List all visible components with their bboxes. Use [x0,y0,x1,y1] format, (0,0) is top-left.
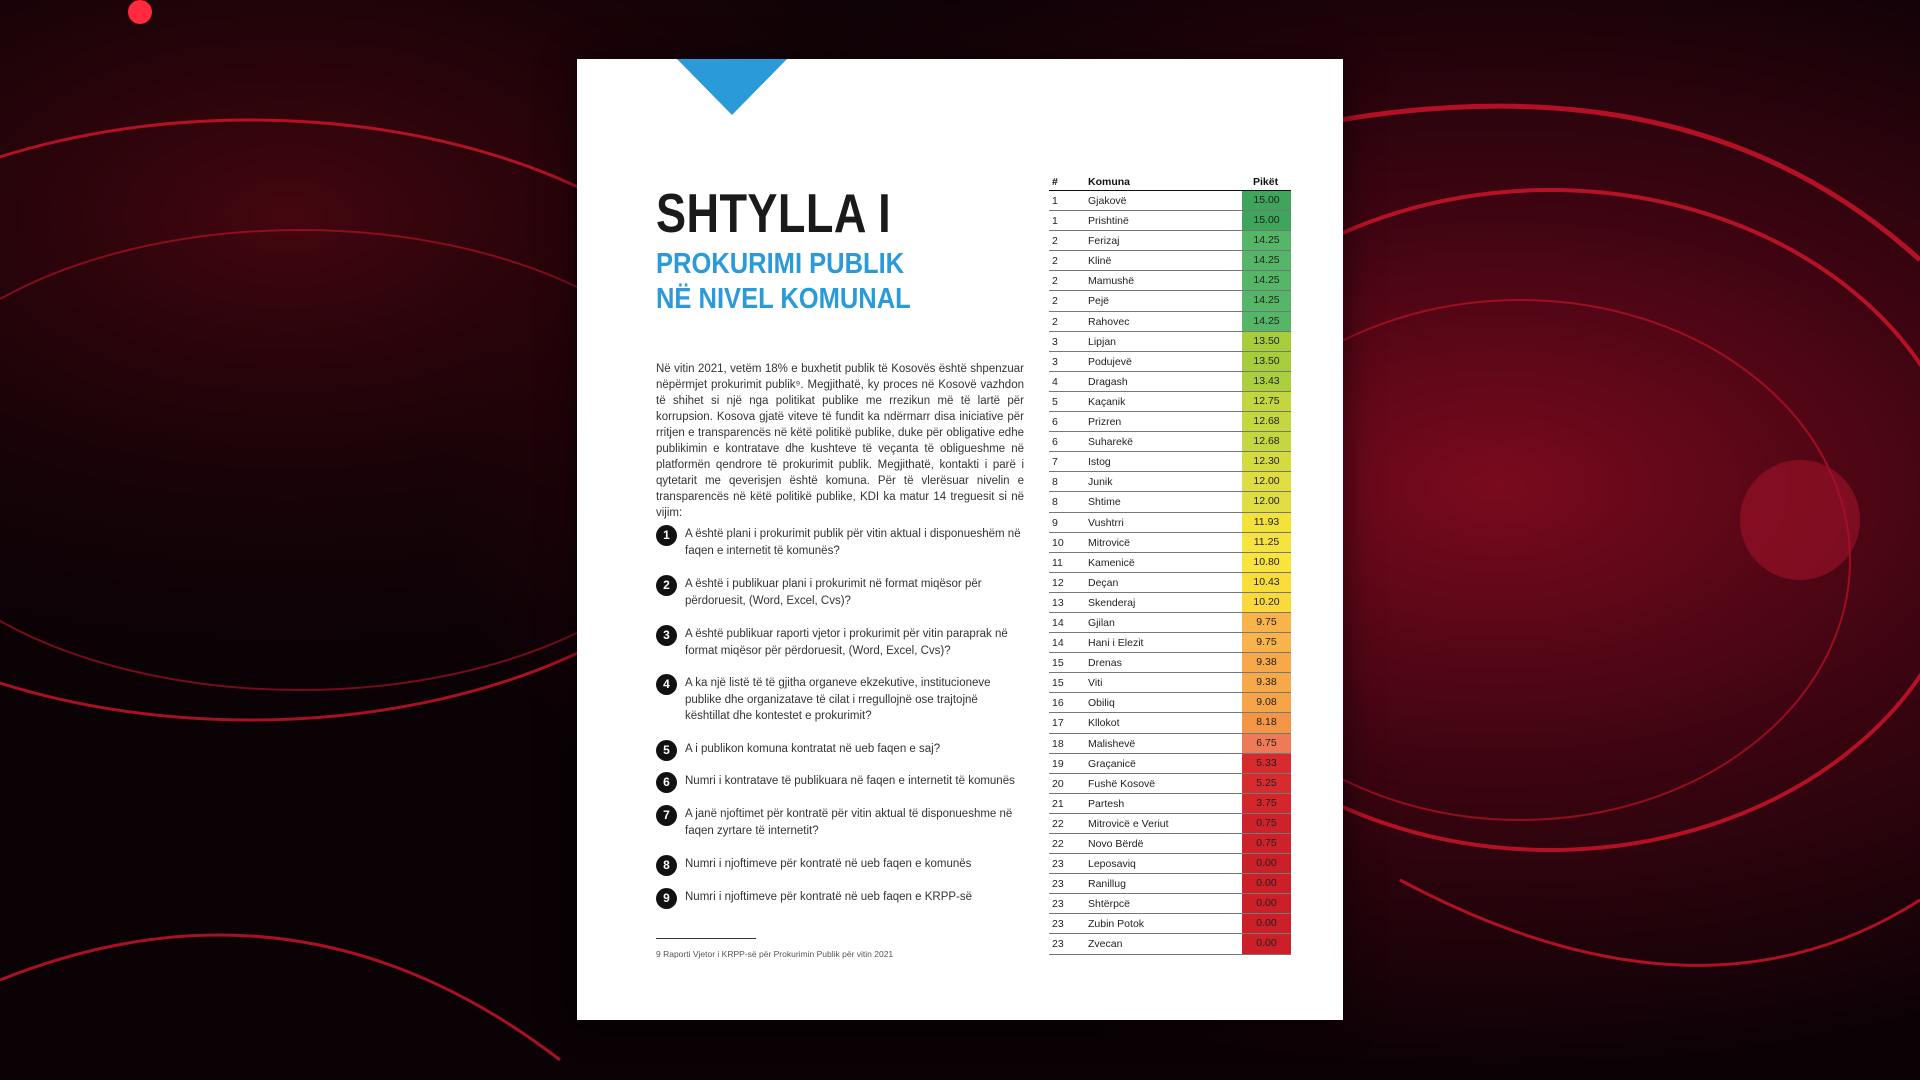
question-item [656,740,1024,758]
table-row [1049,693,1291,713]
row-municipality: Suharekë [1088,436,1133,449]
row-rank: 4 [1052,375,1058,388]
table-row [1049,814,1291,834]
row-score: 10.20 [1242,593,1291,612]
row-rank: 23 [1052,898,1064,911]
row-score: 10.80 [1242,553,1291,572]
subtitle-line-1: PROKURIMI PUBLIK [656,248,905,280]
row-municipality: Shtime [1088,496,1121,509]
row-score: 12.68 [1242,432,1291,451]
row-score: 11.93 [1242,513,1291,532]
row-municipality: Fushë Kosovë [1088,777,1156,790]
question-number-badge: 9 [656,888,677,909]
row-municipality: Klinë [1088,255,1112,268]
row-score: 9.08 [1242,693,1291,712]
row-municipality: Obiliq [1088,697,1115,710]
table-row [1049,533,1291,553]
row-rank: 6 [1052,416,1058,429]
table-row [1049,412,1291,432]
row-municipality: Lipjan [1088,335,1117,348]
row-score: 0.75 [1242,814,1291,833]
row-score: 0.00 [1242,894,1291,913]
question-number-badge: 8 [656,855,677,876]
table-row [1049,332,1291,352]
table-row [1049,874,1291,894]
row-municipality: Hani i Elezit [1088,637,1144,650]
row-rank: 8 [1052,496,1058,509]
question-text: Numri i njoftimeve për kontratë në ueb faqen e komunës [685,858,972,870]
table-row [1049,934,1291,954]
row-rank: 12 [1052,576,1064,589]
question-number-badge: 5 [656,740,677,761]
row-rank: 23 [1052,858,1064,871]
row-score: 12.30 [1242,452,1291,471]
footnote-divider [656,938,756,939]
row-score: 12.00 [1242,472,1291,491]
row-score: 0.00 [1242,934,1291,953]
table-row [1049,774,1291,794]
row-municipality: Gjilan [1088,616,1115,629]
row-rank: 17 [1052,717,1064,730]
row-score: 10.43 [1242,573,1291,592]
row-municipality: Drenas [1088,657,1122,670]
row-municipality: Kamenicë [1088,556,1135,569]
question-number-badge: 1 [656,525,677,546]
row-score: 9.38 [1242,653,1291,672]
row-rank: 14 [1052,637,1064,650]
table-row [1049,472,1291,492]
row-score: 13.50 [1242,352,1291,371]
table-row [1049,593,1291,613]
row-rank: 23 [1052,918,1064,931]
header-municipality: Komuna [1088,176,1130,188]
row-municipality: Novo Bërdë [1088,838,1144,850]
row-municipality: Shtërpcë [1088,898,1131,911]
row-municipality: Skenderaj [1088,596,1136,609]
table-row [1049,191,1291,211]
row-rank: 23 [1052,938,1064,951]
row-rank: 1 [1052,195,1058,207]
table-row [1049,573,1291,593]
question-item [656,674,1024,725]
row-municipality: Junik [1088,476,1113,489]
row-score: 9.75 [1242,613,1291,632]
row-rank: 2 [1052,295,1058,308]
question-item [656,575,1024,609]
table-row [1049,673,1291,693]
table-row [1049,352,1291,372]
row-municipality: Gjakovë [1088,195,1127,207]
table-row [1049,633,1291,653]
row-rank: 23 [1052,878,1064,891]
table-header [1049,173,1291,191]
question-item [656,525,1024,559]
row-score: 0.00 [1242,874,1291,893]
row-rank: 22 [1052,817,1064,830]
table-row [1049,211,1291,231]
row-rank: 15 [1052,677,1064,690]
row-score: 9.38 [1242,673,1291,692]
row-score: 14.25 [1242,271,1291,290]
row-municipality: Malishevë [1088,737,1136,750]
row-rank: 2 [1052,255,1058,268]
table-row [1049,914,1291,934]
table-row [1049,734,1291,754]
table-row [1049,392,1291,412]
row-municipality: Vushtrri [1088,516,1124,529]
header-rank: # [1052,176,1058,188]
row-municipality: Pejë [1088,295,1110,308]
row-municipality: Deçan [1088,576,1119,589]
question-item [656,772,1024,790]
table-row [1049,372,1291,392]
row-score: 13.50 [1242,332,1291,351]
row-rank: 2 [1052,235,1058,248]
row-municipality: Kllokot [1088,717,1120,730]
row-rank: 3 [1052,355,1058,368]
row-municipality: Prishtinë [1088,215,1129,228]
row-municipality: Rahovec [1088,315,1130,328]
row-rank: 11 [1052,556,1063,569]
header-score: Pikët [1253,176,1279,188]
row-score: 14.25 [1242,291,1291,310]
row-score: 8.18 [1242,713,1291,732]
question-text: A është plani i prokurimit publik për vitin aktual i disponueshëm në faqen e internetit të komunës? [685,528,1021,557]
row-municipality: Zubin Potok [1088,918,1145,931]
row-score: 6.75 [1242,734,1291,753]
row-municipality: Dragash [1088,375,1128,388]
row-municipality: Ranillug [1088,878,1126,891]
question-text: Numri i njoftimeve për kontratë në ueb faqen e KRPP-së [685,891,973,903]
row-rank: 16 [1052,697,1064,710]
table-row [1049,553,1291,573]
table-row [1049,854,1291,874]
question-number-badge: 6 [656,772,677,793]
row-score: 0.00 [1242,914,1291,933]
row-municipality: Ferizaj [1088,235,1120,248]
row-score: 14.25 [1242,231,1291,250]
table-row [1049,894,1291,914]
section-subtitle [656,247,911,317]
row-municipality: Zvecan [1088,938,1123,951]
question-item [656,805,1024,839]
question-number-badge: 3 [656,625,677,646]
row-rank: 18 [1052,737,1064,750]
footnote: 9 Raporti Vjetor i KRPP-së për Prokurimin Publik për vitin 2021 [656,949,894,959]
table-row [1049,713,1291,733]
table-row [1049,794,1291,814]
row-rank: 5 [1052,395,1058,408]
row-rank: 9 [1052,516,1058,529]
question-item [656,625,1024,659]
row-score: 14.25 [1242,312,1291,331]
row-municipality: Mitrovicë [1088,536,1131,549]
row-rank: 10 [1052,536,1064,549]
row-municipality: Viti [1088,677,1103,690]
row-municipality: Mitrovicë e Veriut [1088,817,1169,830]
row-score: 11.25 [1242,533,1291,552]
row-score: 14.25 [1242,251,1291,270]
row-rank: 14 [1052,616,1064,629]
row-rank: 1 [1052,215,1058,228]
row-municipality: Podujevë [1088,355,1132,368]
row-rank: 2 [1052,275,1058,288]
table-row [1049,613,1291,633]
table-row [1049,312,1291,332]
question-text: A i publikon komuna kontratat në ueb faqen e saj? [685,743,941,755]
row-municipality: Prizren [1088,416,1122,429]
row-rank: 19 [1052,757,1064,770]
row-score: 9.75 [1242,633,1291,652]
table-row [1049,513,1291,533]
page-title: SHTYLLA I [656,182,892,244]
question-number-badge: 2 [656,575,677,596]
subtitle-line-2: NË NIVEL KOMUNAL [656,283,911,315]
row-municipality: Mamushë [1088,275,1135,288]
question-text: A është i publikuar plani i prokurimit në format miqësor për përdoruesit, (Word, Excel, Cvs)? [685,578,982,607]
table-row [1049,231,1291,251]
row-municipality: Kaçanik [1088,395,1126,408]
question-text: A është publikuar raporti vjetor i prokurimit për vitin paraprak në format miqësor për përdoruesit, (Word, Excel, Cvs)? [685,628,1008,657]
document-page [577,59,1343,1020]
row-score: 0.00 [1242,854,1291,873]
table-row [1049,271,1291,291]
row-municipality: Graçanicë [1088,757,1136,770]
table-row [1049,834,1291,854]
table-row [1049,492,1291,512]
row-rank: 21 [1052,797,1064,810]
row-rank: 20 [1052,777,1064,790]
row-score: 5.25 [1242,774,1291,793]
row-score: 15.00 [1242,211,1291,230]
row-rank: 8 [1052,476,1058,489]
row-municipality: Istog [1088,456,1111,469]
row-score: 13.43 [1242,372,1291,391]
row-score: 5.33 [1242,754,1291,773]
row-rank: 22 [1052,838,1064,850]
table-row [1049,452,1291,472]
question-number-badge: 7 [656,805,677,826]
row-rank: 2 [1052,315,1058,328]
row-rank: 7 [1052,456,1058,469]
row-score: 12.68 [1242,412,1291,431]
question-text: A ka një listë të të gjitha organeve ekzekutive, institucioneve publike dhe organizatave të cilat i rregullojnë ose trajtojnë kështillat dhe kontestet e prokurimit? [685,677,991,722]
row-rank: 15 [1052,657,1064,670]
question-number-badge: 4 [656,674,677,695]
row-score: 15.00 [1242,191,1291,210]
row-municipality: Leposaviq [1088,858,1136,871]
table-body [1049,191,1291,955]
row-rank: 13 [1052,596,1064,609]
question-item [656,855,1024,873]
row-rank: 6 [1052,436,1058,449]
row-score: 12.00 [1242,492,1291,511]
scores-table [1049,173,1291,955]
row-score: 12.75 [1242,392,1291,411]
table-row [1049,653,1291,673]
table-row [1049,432,1291,452]
table-row [1049,291,1291,311]
question-text: A janë njoftimet për kontratë për vitin aktual të disponueshme në faqen zyrtare të internetit? [685,808,1013,837]
question-item [656,888,1024,906]
corner-triangle-icon [677,59,787,115]
question-text: Numri i kontratave të publikuara në faqen e internetit të komunës [685,775,1015,787]
table-row [1049,754,1291,774]
intro-paragraph: Në vitin 2021, vetëm 18% e buxhetit publik të Kosovës është shpenzuar nëpërmjet prokurimit publik⁹. Megjithatë, ky proces në Kosovë vazhdon të shihet si një nga politikat publike me rrezikun më të lartë për korrupsion. Kosova gjatë viteve të fundit ka ndërmarr disa iniciative për rritjen e transparencës në këtë politikë publike, duke për obligative edhe publikimin e kontratave dhe kushteve të veçanta të obligueshme në platformën qendrore të prokurimit publik. Megjithatë, kontakti i parë i qytetarit me qeverisjen është komuna. Për të vlerësuar nivelin e transparencës në këtë politikë publike, KDI ka matur 14 treguesit si në vijim: [656,363,1024,519]
row-municipality: Partesh [1088,797,1125,810]
table-row [1049,251,1291,271]
row-score: 0.75 [1242,834,1291,853]
row-rank: 3 [1052,335,1058,348]
row-score: 3.75 [1242,794,1291,813]
